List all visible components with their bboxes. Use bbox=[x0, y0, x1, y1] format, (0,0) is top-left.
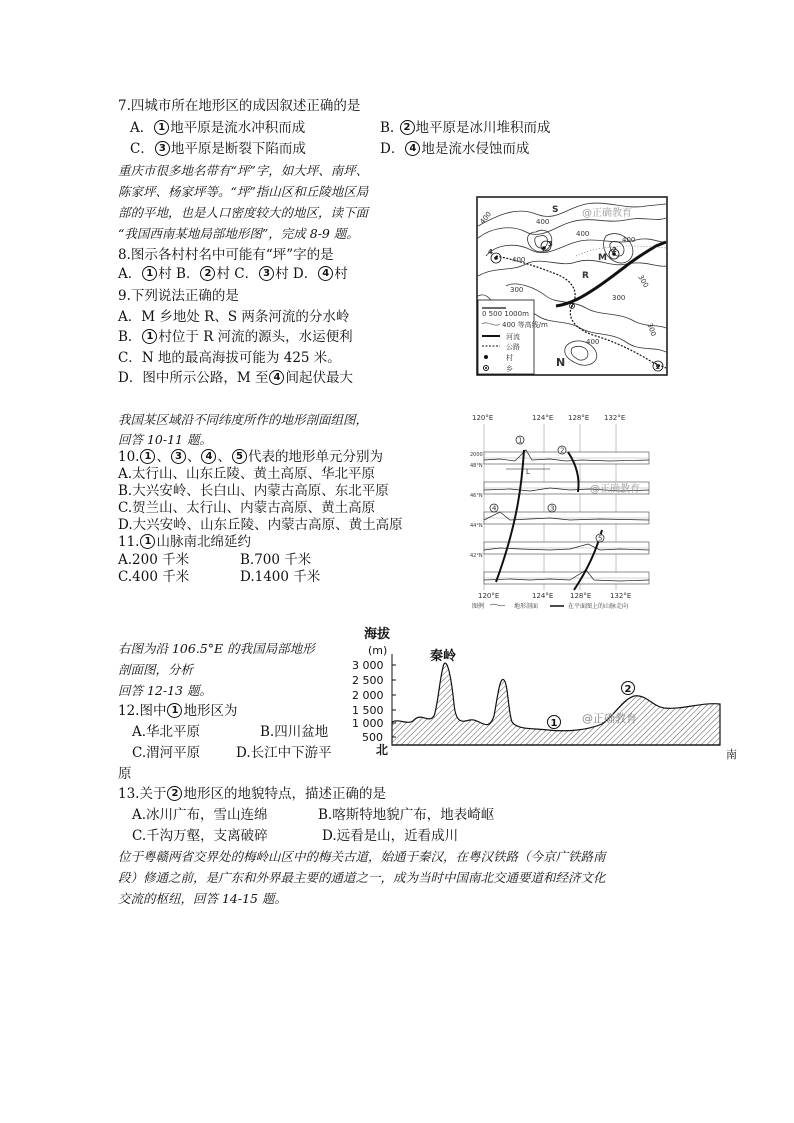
legend-river: 河流 bbox=[506, 333, 520, 341]
label-N: N bbox=[556, 356, 566, 369]
legend-road: 公路 bbox=[506, 343, 520, 351]
terrain-profile bbox=[392, 663, 720, 745]
svg-text:44°N: 44°N bbox=[470, 523, 483, 529]
q8-options: A． 1 村 B． 2 村 C． 3 村 D． 4 村 bbox=[118, 266, 348, 282]
svg-text:124°E: 124°E bbox=[532, 414, 554, 422]
legend-scale: 0 500 1000m bbox=[482, 310, 529, 318]
q10-option-d: D.大兴安岭、山东丘陵、内蒙古高原、黄土高原 bbox=[118, 517, 403, 533]
q9-stem: 9.下列说法正确的是 bbox=[118, 288, 239, 304]
svg-text:5: 5 bbox=[598, 534, 603, 543]
svg-text:2 500: 2 500 bbox=[352, 674, 384, 687]
legend-contour: 400 等高线/m bbox=[502, 321, 548, 329]
legend-town: 乡 bbox=[506, 365, 513, 373]
q13-option-b: B.喀斯特地貌广布，地表崎岖 bbox=[318, 807, 495, 823]
circled-number-2: 2 bbox=[400, 120, 415, 135]
svg-text:L: L bbox=[526, 468, 530, 476]
q7-option-c: C． 3 地平原是断裂下陷而成 bbox=[130, 141, 306, 157]
q7-stem: 7.四城市所在地形区的成因叙述正确的是 bbox=[118, 98, 361, 114]
svg-text:2 000: 2 000 bbox=[352, 689, 384, 702]
q11-option-b: B.700 千米 bbox=[240, 552, 312, 568]
intro-10-11-line1: 我国某区域沿不同纬度所作的地形剖面组图， bbox=[118, 412, 369, 427]
svg-text:4: 4 bbox=[488, 248, 493, 256]
intro-8-9-line1: 重庆市很多地名带有“坪”字，如大坪、南坪、 bbox=[118, 163, 369, 178]
north-label: 北 bbox=[376, 743, 389, 757]
intro-12-13-line1: 右图为沿 106.5°E 的我国局部地形 bbox=[118, 641, 315, 656]
q12-option-b: B.四川盆地 bbox=[260, 724, 329, 740]
svg-text:132°E: 132°E bbox=[604, 414, 626, 422]
svg-text:400: 400 bbox=[512, 256, 526, 264]
svg-text:300: 300 bbox=[510, 286, 524, 294]
svg-text:在平面图上的山脉走向: 在平面图上的山脉走向 bbox=[568, 603, 629, 610]
q9-option-c: C．N 地的最高海拔可能为 425 米。 bbox=[118, 350, 341, 366]
svg-text:42°N: 42°N bbox=[470, 553, 483, 559]
svg-text:1: 1 bbox=[518, 436, 523, 445]
svg-text:400: 400 bbox=[478, 210, 494, 226]
svg-text:400: 400 bbox=[622, 236, 636, 244]
q8-stem: 8.图示各村村名中可能有“坪”字的是 bbox=[118, 247, 334, 263]
svg-text:46°N: 46°N bbox=[470, 493, 483, 499]
label-S: S bbox=[552, 205, 559, 215]
svg-text:48°N: 48°N bbox=[470, 463, 483, 469]
village-3-label: 3 bbox=[548, 240, 553, 248]
svg-text:128°E: 128°E bbox=[570, 592, 592, 600]
intro-14-15-line1: 位于粤赣两省交界处的梅岭山区中的梅关古道，始通于秦汉，在粤汉铁路（今京广铁路南 bbox=[118, 849, 606, 864]
topographic-map bbox=[476, 196, 668, 376]
svg-text:3 000: 3 000 bbox=[352, 659, 384, 672]
q9-option-d: D．图中所示公路，M 至 4 间起伏最大 bbox=[118, 370, 353, 386]
circled-number-3: 3 bbox=[155, 141, 170, 156]
q11-option-a: A.200 千米 bbox=[118, 552, 190, 568]
circled-number-4: 4 bbox=[405, 141, 420, 156]
svg-text:300: 300 bbox=[636, 273, 650, 290]
q11-stem: 11. 1 山脉南北绵延约 bbox=[118, 534, 251, 550]
circled-number-1: 1 bbox=[154, 120, 169, 135]
svg-text:4: 4 bbox=[492, 504, 497, 513]
svg-text:图例: 图例 bbox=[472, 603, 485, 610]
south-label: 南 bbox=[726, 748, 737, 761]
q7-option-d: D． 4 地是流水侵蚀而成 bbox=[380, 141, 530, 157]
svg-text:1: 1 bbox=[655, 363, 660, 371]
svg-text:124°E: 124°E bbox=[532, 592, 554, 600]
svg-text:400: 400 bbox=[576, 230, 590, 238]
svg-text:120°E: 120°E bbox=[472, 414, 494, 422]
svg-text:1 000: 1 000 bbox=[352, 717, 384, 730]
intro-8-9-line2: 陈家坪、杨家坪等。“坪”指山区和丘陵地区局 bbox=[118, 184, 369, 199]
svg-text:2: 2 bbox=[624, 684, 632, 695]
profile-ylabel: 海拔 bbox=[364, 627, 391, 642]
intro-14-15-line3: 交流的枢纽，回答 14-15 题。 bbox=[118, 891, 287, 906]
svg-text:400: 400 bbox=[586, 338, 600, 346]
map1-watermark: @正确教育 bbox=[582, 208, 632, 219]
intro-8-9-line3: 部的平地，也是人口密度较大的地区，读下面 bbox=[118, 205, 369, 220]
q9-option-b: B． 1 村位于 R 河流的源头，水运便利 bbox=[118, 329, 353, 345]
q11-option-d: D.1400 千米 bbox=[240, 569, 321, 585]
intro-10-11-line2: 回答 10-11 题。 bbox=[118, 432, 212, 447]
profile-yticks bbox=[352, 659, 384, 744]
q13-option-d: D.远看是山，近看成川 bbox=[322, 828, 459, 844]
intro-14-15-line2: 段）修通之前，是广东和外界最主要的通道之一，成为当时中国南北交通要道和经济文化 bbox=[118, 870, 606, 885]
intro-8-9-line4: “我国西南某地局部地形图”，完成 8-9 题。 bbox=[118, 226, 359, 241]
profile-bands bbox=[484, 452, 649, 584]
q12-option-d: D.长江中下游平 bbox=[236, 745, 332, 761]
profile-106-5E-figure bbox=[352, 624, 742, 764]
svg-text:500: 500 bbox=[362, 731, 383, 744]
svg-text:128°E: 128°E bbox=[568, 414, 590, 422]
q7-option-b: B. 2 地平原是冰川堆积而成 bbox=[380, 120, 551, 136]
q13-option-c: C.千沟万壑，支离破碎 bbox=[132, 828, 268, 844]
svg-text:3: 3 bbox=[550, 504, 555, 513]
latitude-profiles-figure bbox=[470, 412, 655, 612]
q7-option-a: A． 1 地平原是流水冲积而成 bbox=[130, 120, 306, 136]
q12-option-d-cont: 原 bbox=[118, 766, 132, 782]
q13-stem: 13.关于 2 地形区的地貌特点，描述正确的是 bbox=[118, 786, 386, 802]
svg-text:300: 300 bbox=[645, 322, 658, 338]
intro-12-13-line2: 剖面图，分析 bbox=[118, 662, 194, 677]
profiles-watermark: @正确教育 bbox=[590, 484, 640, 495]
svg-text:120°E: 120°E bbox=[478, 592, 500, 600]
label-M: M bbox=[598, 253, 607, 263]
label-R: R bbox=[582, 271, 589, 281]
svg-text:地形剖面: 地形剖面 bbox=[514, 603, 539, 610]
svg-text:400: 400 bbox=[536, 218, 550, 226]
svg-text:2000: 2000 bbox=[470, 452, 483, 458]
q11-option-c: C.400 千米 bbox=[118, 569, 190, 585]
svg-text:1: 1 bbox=[550, 718, 558, 729]
profile-watermark: @正确教育 bbox=[582, 712, 637, 725]
svg-text:2: 2 bbox=[612, 246, 617, 254]
q12-option-a: A.华北平原 bbox=[132, 724, 201, 740]
q9-option-a: A．M 乡地处 R、S 两条河流的分水岭 bbox=[118, 309, 350, 325]
svg-text:1 500: 1 500 bbox=[352, 704, 384, 717]
q13-option-a: A.冰川广布，雪山连绵 bbox=[132, 807, 268, 823]
profile-unit: (m) bbox=[368, 644, 388, 657]
qinling-label: 秦岭 bbox=[430, 649, 457, 664]
svg-text:132°E: 132°E bbox=[610, 592, 632, 600]
legend-village: 村 bbox=[506, 354, 513, 362]
q10-option-c: C.贺兰山、太行山、内蒙古高原、黄土高原 bbox=[118, 500, 376, 516]
svg-text:2: 2 bbox=[560, 446, 565, 455]
q12-stem: 12.图中 1 地形区为 bbox=[118, 703, 238, 719]
q12-option-c: C.渭河平原 bbox=[132, 745, 201, 761]
q10-stem: 10. 1 、 3 、 4 、 5 代表的地形单元分别为 bbox=[118, 449, 383, 465]
intro-12-13-line3: 回答 12-13 题。 bbox=[118, 683, 212, 698]
svg-text:300: 300 bbox=[612, 294, 626, 302]
q10-option-a: A.太行山、山东丘陵、黄土高原、华北平原 bbox=[118, 466, 376, 482]
q10-option-b: B.大兴安岭、长白山、内蒙古高原、东北平原 bbox=[118, 483, 389, 499]
